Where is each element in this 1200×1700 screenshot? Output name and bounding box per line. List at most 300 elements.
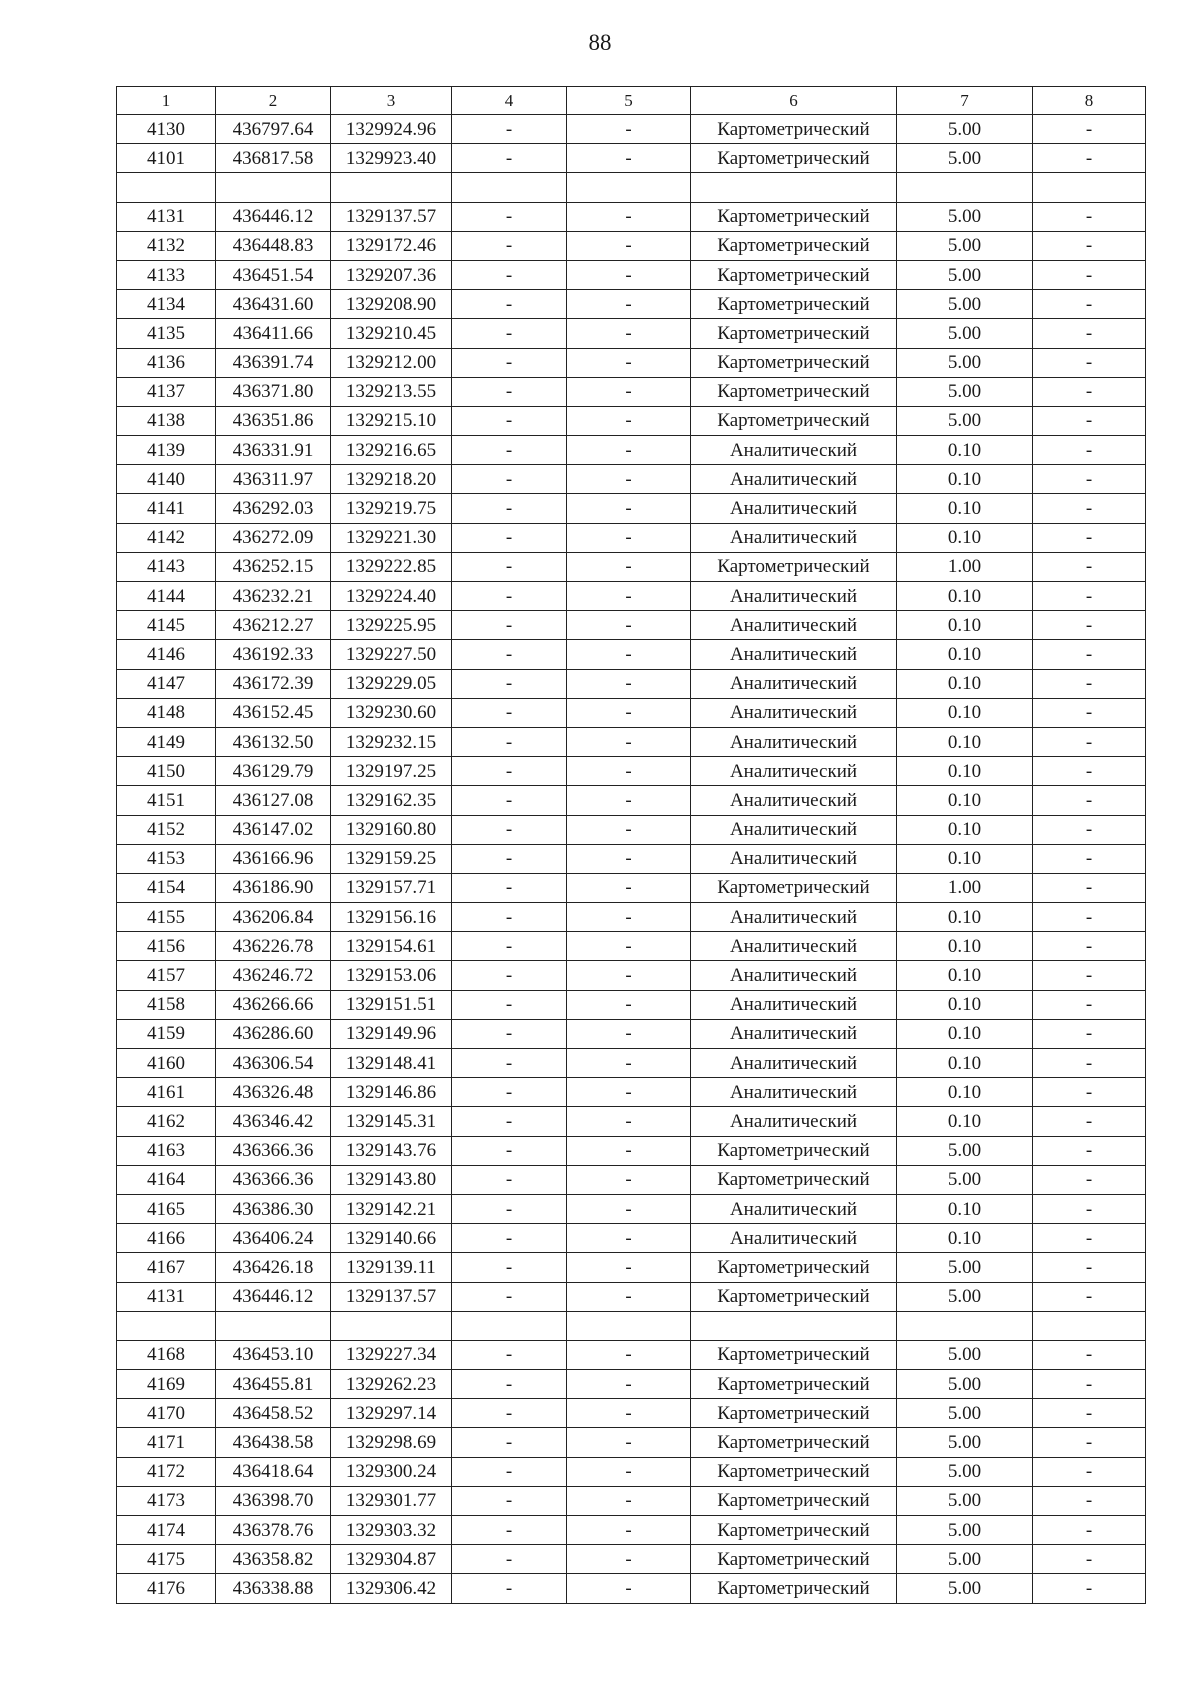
x-coordinate-cell: 436378.76 (216, 1516, 331, 1545)
column-8-cell: - (1033, 757, 1146, 786)
column-8-cell: - (1033, 552, 1146, 581)
point-number-cell: 4131 (117, 202, 216, 231)
column-4-cell: - (452, 1194, 567, 1223)
x-coordinate-cell: 436311.97 (216, 465, 331, 494)
accuracy-cell: 5.00 (897, 377, 1033, 406)
column-4-cell: - (452, 1253, 567, 1282)
point-number-cell: 4168 (117, 1340, 216, 1369)
column-8-cell: - (1033, 260, 1146, 289)
method-cell: Аналитический (691, 1224, 897, 1253)
accuracy-cell: 0.10 (897, 961, 1033, 990)
table-row (117, 873, 1146, 902)
point-number-cell: 4162 (117, 1107, 216, 1136)
column-4-cell: - (452, 406, 567, 435)
column-4-cell (452, 173, 567, 202)
column-4-cell: - (452, 202, 567, 231)
method-cell: Аналитический (691, 582, 897, 611)
column-5-cell: - (567, 903, 691, 932)
table-row (117, 582, 1146, 611)
table-body (117, 115, 1146, 1604)
column-8-cell: - (1033, 990, 1146, 1019)
method-cell: Картометрический (691, 1399, 897, 1428)
point-number-cell: 4142 (117, 523, 216, 552)
column-5-cell: - (567, 1253, 691, 1282)
table-row (117, 1107, 1146, 1136)
column-4-cell: - (452, 1486, 567, 1515)
column-header: 5 (567, 87, 691, 115)
y-coordinate-cell: 1329219.75 (331, 494, 452, 523)
y-coordinate-cell: 1329215.10 (331, 406, 452, 435)
accuracy-cell: 5.00 (897, 231, 1033, 260)
column-8-cell: - (1033, 523, 1146, 552)
column-4-cell: - (452, 1107, 567, 1136)
column-8-cell: - (1033, 727, 1146, 756)
column-5-cell: - (567, 202, 691, 231)
method-cell: Аналитический (691, 436, 897, 465)
column-8-cell: - (1033, 1486, 1146, 1515)
table-row (117, 1165, 1146, 1194)
x-coordinate-cell: 436366.36 (216, 1165, 331, 1194)
table-row (117, 844, 1146, 873)
method-cell: Аналитический (691, 903, 897, 932)
column-5-cell: - (567, 669, 691, 698)
point-number-cell: 4150 (117, 757, 216, 786)
table-row (117, 1019, 1146, 1048)
method-cell: Картометрический (691, 1516, 897, 1545)
accuracy-cell: 0.10 (897, 523, 1033, 552)
table-row (117, 144, 1146, 173)
table-row (117, 173, 1146, 202)
y-coordinate-cell: 1329923.40 (331, 144, 452, 173)
point-number-cell: 4165 (117, 1194, 216, 1223)
accuracy-cell: 0.10 (897, 611, 1033, 640)
method-cell: Картометрический (691, 1428, 897, 1457)
table-row (117, 1282, 1146, 1311)
accuracy-cell (897, 1311, 1033, 1340)
column-4-cell: - (452, 115, 567, 144)
table-row (117, 1574, 1146, 1603)
y-coordinate-cell: 1329303.32 (331, 1516, 452, 1545)
column-4-cell: - (452, 1282, 567, 1311)
x-coordinate-cell: 436172.39 (216, 669, 331, 698)
column-4-cell: - (452, 552, 567, 581)
x-coordinate-cell: 436455.81 (216, 1370, 331, 1399)
y-coordinate-cell: 1329227.50 (331, 640, 452, 669)
column-8-cell: - (1033, 290, 1146, 319)
x-coordinate-cell: 436351.86 (216, 406, 331, 435)
column-5-cell: - (567, 552, 691, 581)
column-8-cell: - (1033, 1399, 1146, 1428)
column-4-cell: - (452, 1399, 567, 1428)
y-coordinate-cell: 1329197.25 (331, 757, 452, 786)
y-coordinate-cell: 1329156.16 (331, 903, 452, 932)
coordinates-table (116, 86, 1146, 1604)
accuracy-cell: 0.10 (897, 436, 1033, 465)
column-4-cell: - (452, 844, 567, 873)
point-number-cell: 4130 (117, 115, 216, 144)
column-8-cell: - (1033, 815, 1146, 844)
table-row (117, 757, 1146, 786)
point-number-cell: 4172 (117, 1457, 216, 1486)
y-coordinate-cell: 1329224.40 (331, 582, 452, 611)
header-row (117, 87, 1146, 115)
column-4-cell: - (452, 1019, 567, 1048)
x-coordinate-cell: 436206.84 (216, 903, 331, 932)
column-8-cell: - (1033, 1545, 1146, 1574)
method-cell: Аналитический (691, 669, 897, 698)
point-number-cell: 4139 (117, 436, 216, 465)
y-coordinate-cell (331, 173, 452, 202)
column-4-cell: - (452, 1516, 567, 1545)
x-coordinate-cell: 436192.33 (216, 640, 331, 669)
x-coordinate-cell: 436398.70 (216, 1486, 331, 1515)
point-number-cell: 4153 (117, 844, 216, 873)
column-8-cell: - (1033, 844, 1146, 873)
column-header: 7 (897, 87, 1033, 115)
accuracy-cell: 5.00 (897, 1516, 1033, 1545)
y-coordinate-cell: 1329225.95 (331, 611, 452, 640)
table-row (117, 1370, 1146, 1399)
column-8-cell: - (1033, 231, 1146, 260)
table-row (117, 115, 1146, 144)
method-cell: Картометрический (691, 348, 897, 377)
column-5-cell: - (567, 1078, 691, 1107)
column-4-cell: - (452, 786, 567, 815)
point-number-cell: 4155 (117, 903, 216, 932)
column-8-cell: - (1033, 1107, 1146, 1136)
accuracy-cell: 5.00 (897, 1574, 1033, 1603)
column-4-cell: - (452, 1165, 567, 1194)
point-number-cell: 4152 (117, 815, 216, 844)
point-number-cell: 4157 (117, 961, 216, 990)
method-cell: Картометрический (691, 1136, 897, 1165)
accuracy-cell: 0.10 (897, 1107, 1033, 1136)
y-coordinate-cell: 1329218.20 (331, 465, 452, 494)
accuracy-cell: 0.10 (897, 844, 1033, 873)
method-cell: Картометрический (691, 406, 897, 435)
table-row (117, 786, 1146, 815)
point-number-cell: 4161 (117, 1078, 216, 1107)
column-5-cell: - (567, 844, 691, 873)
accuracy-cell: 0.10 (897, 494, 1033, 523)
table-row (117, 1486, 1146, 1515)
y-coordinate-cell: 1329232.15 (331, 727, 452, 756)
x-coordinate-cell: 436272.09 (216, 523, 331, 552)
column-4-cell: - (452, 611, 567, 640)
column-5-cell: - (567, 1019, 691, 1048)
table-row (117, 611, 1146, 640)
column-5-cell: - (567, 1574, 691, 1603)
accuracy-cell: 5.00 (897, 260, 1033, 289)
y-coordinate-cell: 1329301.77 (331, 1486, 452, 1515)
column-8-cell (1033, 1311, 1146, 1340)
method-cell: Аналитический (691, 786, 897, 815)
column-5-cell: - (567, 1165, 691, 1194)
x-coordinate-cell: 436186.90 (216, 873, 331, 902)
table-row (117, 465, 1146, 494)
column-4-cell (452, 1311, 567, 1340)
column-8-cell: - (1033, 786, 1146, 815)
x-coordinate-cell: 436147.02 (216, 815, 331, 844)
column-5-cell: - (567, 1136, 691, 1165)
point-number-cell: 4159 (117, 1019, 216, 1048)
column-5-cell: - (567, 757, 691, 786)
point-number-cell: 4164 (117, 1165, 216, 1194)
table-row (117, 523, 1146, 552)
table-row (117, 436, 1146, 465)
accuracy-cell: 0.10 (897, 757, 1033, 786)
y-coordinate-cell: 1329924.96 (331, 115, 452, 144)
column-5-cell: - (567, 144, 691, 173)
y-coordinate-cell: 1329148.41 (331, 1049, 452, 1078)
method-cell: Аналитический (691, 1194, 897, 1223)
point-number-cell: 4141 (117, 494, 216, 523)
table-row (117, 640, 1146, 669)
table-header (117, 87, 1146, 115)
accuracy-cell: 0.10 (897, 669, 1033, 698)
point-number-cell (117, 1311, 216, 1340)
method-cell: Картометрический (691, 260, 897, 289)
table-row (117, 1428, 1146, 1457)
column-5-cell: - (567, 406, 691, 435)
method-cell: Картометрический (691, 1253, 897, 1282)
point-number-cell: 4158 (117, 990, 216, 1019)
y-coordinate-cell: 1329229.05 (331, 669, 452, 698)
y-coordinate-cell: 1329230.60 (331, 698, 452, 727)
column-4-cell: - (452, 1224, 567, 1253)
method-cell: Картометрический (691, 319, 897, 348)
column-8-cell: - (1033, 115, 1146, 144)
column-header: 1 (117, 87, 216, 115)
table-row (117, 319, 1146, 348)
point-number-cell: 4147 (117, 669, 216, 698)
column-5-cell: - (567, 1370, 691, 1399)
column-5-cell: - (567, 727, 691, 756)
method-cell: Аналитический (691, 990, 897, 1019)
column-4-cell: - (452, 436, 567, 465)
column-8-cell: - (1033, 406, 1146, 435)
y-coordinate-cell: 1329306.42 (331, 1574, 452, 1603)
column-8-cell: - (1033, 144, 1146, 173)
table-row (117, 377, 1146, 406)
x-coordinate-cell: 436406.24 (216, 1224, 331, 1253)
accuracy-cell: 0.10 (897, 1194, 1033, 1223)
y-coordinate-cell: 1329143.80 (331, 1165, 452, 1194)
y-coordinate-cell: 1329210.45 (331, 319, 452, 348)
method-cell: Картометрический (691, 1457, 897, 1486)
y-coordinate-cell: 1329162.35 (331, 786, 452, 815)
method-cell: Картометрический (691, 202, 897, 231)
column-8-cell: - (1033, 698, 1146, 727)
accuracy-cell: 5.00 (897, 1457, 1033, 1486)
accuracy-cell: 5.00 (897, 1165, 1033, 1194)
table-row (117, 903, 1146, 932)
accuracy-cell: 5.00 (897, 1399, 1033, 1428)
x-coordinate-cell: 436426.18 (216, 1253, 331, 1282)
point-number-cell: 4145 (117, 611, 216, 640)
point-number-cell: 4160 (117, 1049, 216, 1078)
x-coordinate-cell: 436338.88 (216, 1574, 331, 1603)
method-cell: Аналитический (691, 1049, 897, 1078)
y-coordinate-cell: 1329298.69 (331, 1428, 452, 1457)
column-5-cell: - (567, 260, 691, 289)
column-8-cell: - (1033, 873, 1146, 902)
column-8-cell: - (1033, 319, 1146, 348)
method-cell: Аналитический (691, 698, 897, 727)
accuracy-cell: 0.10 (897, 1078, 1033, 1107)
column-5-cell: - (567, 1282, 691, 1311)
y-coordinate-cell: 1329297.14 (331, 1399, 452, 1428)
column-header: 6 (691, 87, 897, 115)
accuracy-cell: 0.10 (897, 1224, 1033, 1253)
column-5-cell: - (567, 1428, 691, 1457)
column-4-cell: - (452, 1049, 567, 1078)
x-coordinate-cell (216, 173, 331, 202)
column-4-cell: - (452, 290, 567, 319)
x-coordinate-cell: 436451.54 (216, 260, 331, 289)
column-8-cell: - (1033, 377, 1146, 406)
point-number-cell: 4151 (117, 786, 216, 815)
y-coordinate-cell: 1329159.25 (331, 844, 452, 873)
column-4-cell: - (452, 1340, 567, 1369)
column-4-cell: - (452, 231, 567, 260)
accuracy-cell: 5.00 (897, 1545, 1033, 1574)
x-coordinate-cell: 436212.27 (216, 611, 331, 640)
table-row (117, 406, 1146, 435)
method-cell: Аналитический (691, 961, 897, 990)
column-4-cell: - (452, 961, 567, 990)
accuracy-cell: 5.00 (897, 290, 1033, 319)
point-number-cell: 4138 (117, 406, 216, 435)
column-8-cell: - (1033, 640, 1146, 669)
y-coordinate-cell (331, 1311, 452, 1340)
table-row (117, 1457, 1146, 1486)
table-row (117, 1311, 1146, 1340)
column-8-cell: - (1033, 669, 1146, 698)
method-cell: Аналитический (691, 1107, 897, 1136)
y-coordinate-cell: 1329145.31 (331, 1107, 452, 1136)
accuracy-cell: 0.10 (897, 465, 1033, 494)
x-coordinate-cell: 436431.60 (216, 290, 331, 319)
column-5-cell: - (567, 640, 691, 669)
method-cell: Картометрический (691, 1282, 897, 1311)
accuracy-cell: 5.00 (897, 115, 1033, 144)
y-coordinate-cell: 1329208.90 (331, 290, 452, 319)
x-coordinate-cell: 436252.15 (216, 552, 331, 581)
column-5-cell: - (567, 582, 691, 611)
y-coordinate-cell: 1329172.46 (331, 231, 452, 260)
point-number-cell: 4167 (117, 1253, 216, 1282)
table-row (117, 1224, 1146, 1253)
point-number-cell: 4170 (117, 1399, 216, 1428)
column-4-cell: - (452, 1574, 567, 1603)
column-5-cell (567, 1311, 691, 1340)
column-4-cell: - (452, 260, 567, 289)
column-8-cell: - (1033, 1370, 1146, 1399)
method-cell: Картометрический (691, 1545, 897, 1574)
x-coordinate-cell: 436366.36 (216, 1136, 331, 1165)
column-4-cell: - (452, 815, 567, 844)
table-row (117, 260, 1146, 289)
point-number-cell: 4154 (117, 873, 216, 902)
y-coordinate-cell: 1329140.66 (331, 1224, 452, 1253)
column-5-cell: - (567, 494, 691, 523)
column-8-cell: - (1033, 436, 1146, 465)
column-4-cell: - (452, 757, 567, 786)
column-5-cell: - (567, 465, 691, 494)
x-coordinate-cell: 436292.03 (216, 494, 331, 523)
y-coordinate-cell: 1329157.71 (331, 873, 452, 902)
column-5-cell: - (567, 348, 691, 377)
table-row (117, 348, 1146, 377)
method-cell: Аналитический (691, 640, 897, 669)
accuracy-cell: 0.10 (897, 582, 1033, 611)
x-coordinate-cell: 436266.66 (216, 990, 331, 1019)
y-coordinate-cell: 1329300.24 (331, 1457, 452, 1486)
column-4-cell: - (452, 1428, 567, 1457)
y-coordinate-cell: 1329222.85 (331, 552, 452, 581)
table-row (117, 1078, 1146, 1107)
column-4-cell: - (452, 523, 567, 552)
y-coordinate-cell: 1329212.00 (331, 348, 452, 377)
column-4-cell: - (452, 727, 567, 756)
x-coordinate-cell: 436226.78 (216, 932, 331, 961)
point-number-cell: 4163 (117, 1136, 216, 1165)
column-8-cell: - (1033, 494, 1146, 523)
column-5-cell: - (567, 873, 691, 902)
y-coordinate-cell: 1329262.23 (331, 1370, 452, 1399)
x-coordinate-cell: 436152.45 (216, 698, 331, 727)
y-coordinate-cell: 1329146.86 (331, 1078, 452, 1107)
x-coordinate-cell: 436132.50 (216, 727, 331, 756)
column-5-cell: - (567, 815, 691, 844)
column-5-cell: - (567, 115, 691, 144)
method-cell: Картометрический (691, 552, 897, 581)
x-coordinate-cell: 436286.60 (216, 1019, 331, 1048)
x-coordinate-cell: 436386.30 (216, 1194, 331, 1223)
method-cell: Картометрический (691, 115, 897, 144)
table-row (117, 990, 1146, 1019)
accuracy-cell: 0.10 (897, 727, 1033, 756)
accuracy-cell: 5.00 (897, 202, 1033, 231)
y-coordinate-cell: 1329151.51 (331, 990, 452, 1019)
accuracy-cell: 5.00 (897, 1428, 1033, 1457)
y-coordinate-cell: 1329149.96 (331, 1019, 452, 1048)
x-coordinate-cell: 436391.74 (216, 348, 331, 377)
accuracy-cell: 5.00 (897, 319, 1033, 348)
column-5-cell: - (567, 786, 691, 815)
x-coordinate-cell: 436129.79 (216, 757, 331, 786)
method-cell: Аналитический (691, 523, 897, 552)
table-row (117, 1545, 1146, 1574)
column-5-cell: - (567, 932, 691, 961)
table-row (117, 1136, 1146, 1165)
column-8-cell: - (1033, 1224, 1146, 1253)
column-5-cell: - (567, 1107, 691, 1136)
column-5-cell: - (567, 1194, 691, 1223)
x-coordinate-cell: 436166.96 (216, 844, 331, 873)
method-cell: Картометрический (691, 1165, 897, 1194)
column-4-cell: - (452, 1545, 567, 1574)
column-5-cell: - (567, 377, 691, 406)
y-coordinate-cell: 1329154.61 (331, 932, 452, 961)
accuracy-cell: 5.00 (897, 1253, 1033, 1282)
method-cell: Картометрический (691, 1486, 897, 1515)
table-row (117, 290, 1146, 319)
column-4-cell: - (452, 1078, 567, 1107)
column-4-cell: - (452, 377, 567, 406)
point-number-cell: 4146 (117, 640, 216, 669)
